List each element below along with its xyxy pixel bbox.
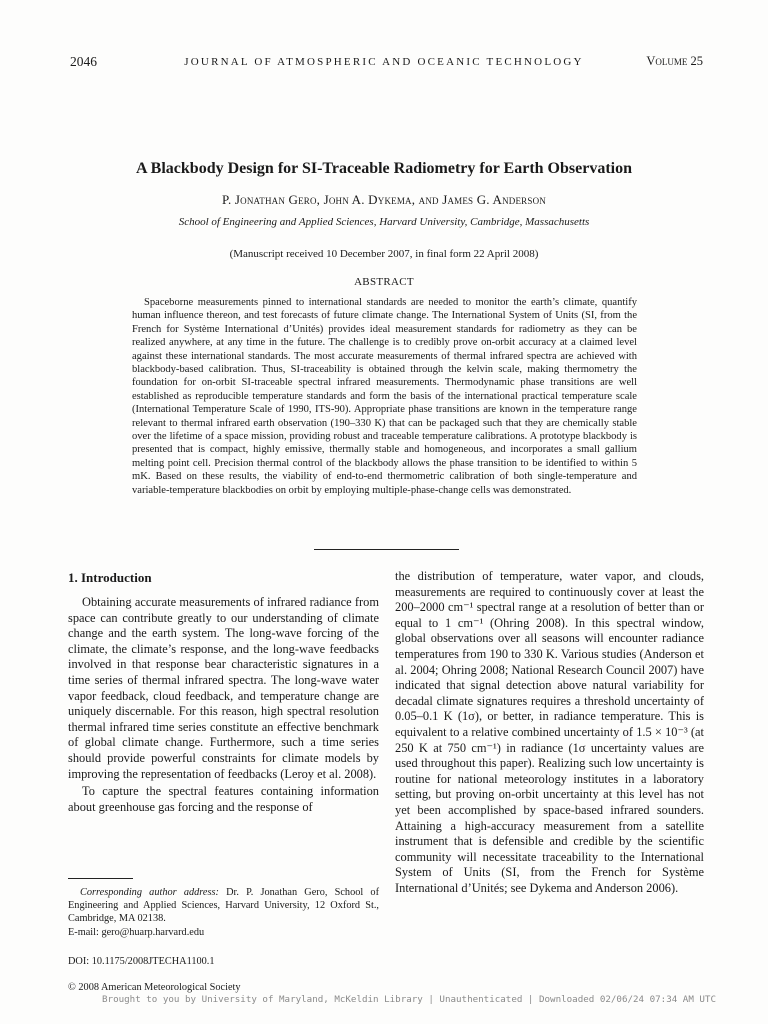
author-email[interactable]: E-mail: gero@huarp.harvard.edu xyxy=(68,926,205,938)
section-heading: 1. Introduction xyxy=(68,570,152,585)
volume-label: Volume 25 xyxy=(646,54,703,68)
abstract-heading: ABSTRACT xyxy=(354,276,414,288)
body-paragraph: To capture the spectral features containing information about greenhouse gas forcing and the response of xyxy=(68,784,379,814)
affiliation: School of Engineering and Applied Sciences, Harvard University, Cambridge, Massachusetts xyxy=(178,216,590,228)
body-paragraph: the distribution of temperature, water vapor, and clouds, measurements are required to continuously cover at least the 200–2000 cm⁻¹ spectral range at a resolution of better than or equal to 1 cm⁻¹ (Ohring 2008). In this spectral window, global observations over all seasons will encounter radiance temperatures from 190 to 330 K. Various studies (Anderson et al. 2004; Ohring 2008; National Research Council 2007) have indicated that signal detection above natural variability for decadal climate signatures requires a threshold uncertainty of 0.05–0.1 K (1σ), or better, in radiance temperature. This is equivalent to a relative combined uncertainty of 1.5 × 10⁻³ (at 250 K at 750 cm⁻¹) in radiance (1σ uncertainty values are used throughout this paper). Realizing such low uncertainty is routine for national meteorology institutes in a laboratory setting, but proving on-orbit uncertainty at this level has not yet been accomplished by space-based infrared sounders. Attaining a high-accuracy measurement from a satellite instrument that is defensible and credible by the scientific community will necessitate traceability to the International System of Units (SI, from the French for Système International d’Unités; see Dykema and Anderson 2006). xyxy=(395,569,704,895)
corresponding-author-footnote xyxy=(68,886,379,939)
doi-line[interactable]: DOI: 10.1175/2008JTECHA1100.1 xyxy=(68,956,215,967)
body-paragraph: Obtaining accurate measurements of infrared radiance from space can contribute greatly to our understanding of climate change and the earth system. The long-wave forcing of the climate, the climate’s response, and the long-wave feedbacks involved in that response bear characteristic signatures in a time series of thermal infrared spectra. The long-wave water vapor feedback, cloud feedback, and temperature change are uniquely discernable. For this reason, high spectral resolution thermal infrared time series constitute an effective benchmark of global climate change. Furthermore, such a time series should provide powerful constraints for climate models by improving the representation of feedbacks (Leroy et al. 2008). xyxy=(68,595,379,781)
download-notice: Brought to you by University of Maryland, McKeldin Library | Unauthenticated | Downloaded 02/06/24 07:34 AM UTC xyxy=(102,994,716,1005)
left-column xyxy=(68,569,379,815)
journal-name: JOURNAL OF ATMOSPHERIC AND OCEANIC TECHNOLOGY xyxy=(184,56,584,68)
footnote-label: Corresponding author address: xyxy=(80,887,219,898)
manuscript-dates: (Manuscript received 10 December 2007, in final form 22 April 2008) xyxy=(229,248,539,260)
article-title: A Blackbody Design for SI-Traceable Radiometry for Earth Observation xyxy=(136,160,632,177)
footnote-text: Dr. P. Jonathan Gero, School of Engineering and Applied Sciences, Harvard University, 12 Oxford St., Cambridge, MA 02138. xyxy=(68,887,380,925)
right-column xyxy=(395,569,704,896)
author-list: P. Jonathan Gero, John A. Dykema, and James G. Anderson xyxy=(222,192,546,207)
page-number: 2046 xyxy=(70,54,97,69)
copyright-line: © 2008 American Meteorological Society xyxy=(68,982,241,993)
footnote-divider xyxy=(68,878,133,879)
abstract-text: Spaceborne measurements pinned to international standards are needed to monitor the earth’s climate, quantify human influence thereon, and test forecasts of future climate change. The International System of Units (SI, from the French for Système International d’Unités) provides ideal measurement standards for radiometry as they can be realized anywhere, at any time in the future. The challenge is to credibly prove on-orbit accuracy at a claimed level against these international standards. The most accurate measurements of thermal infrared spectra are achieved with blackbody-based calibration. Thus, SI-traceability is obtained through the kelvin scale, making thermometry the foundation for on-orbit SI-traceable spectral infrared measurements. Thermodynamic phase transitions are well established as reproducible temperature standards and form the basis of the international practical temperature scale (International Temperature Scale of 1990, ITS-90). Appropriate phase transitions are known in the temperature range relevant to thermal infrared earth observation (190–330 K) that can be packaged such that they are chemically stable over the lifetime of a space mission, providing robust and traceable temperature calibrations. A prototype blackbody is presented that is compact, highly emissive, thermally stable and homogeneous, and incorporates a small gallium melting point cell. Precision thermal control of the blackbody allows the phase transition to be identified to within 5 mK. Based on these results, the viability of end-to-end thermometric calibration of both single-temperature and variable-temperature blackbodies on orbit by employing multiple-phase-change cells was demonstrated. xyxy=(132,297,637,496)
section-divider xyxy=(314,549,459,550)
